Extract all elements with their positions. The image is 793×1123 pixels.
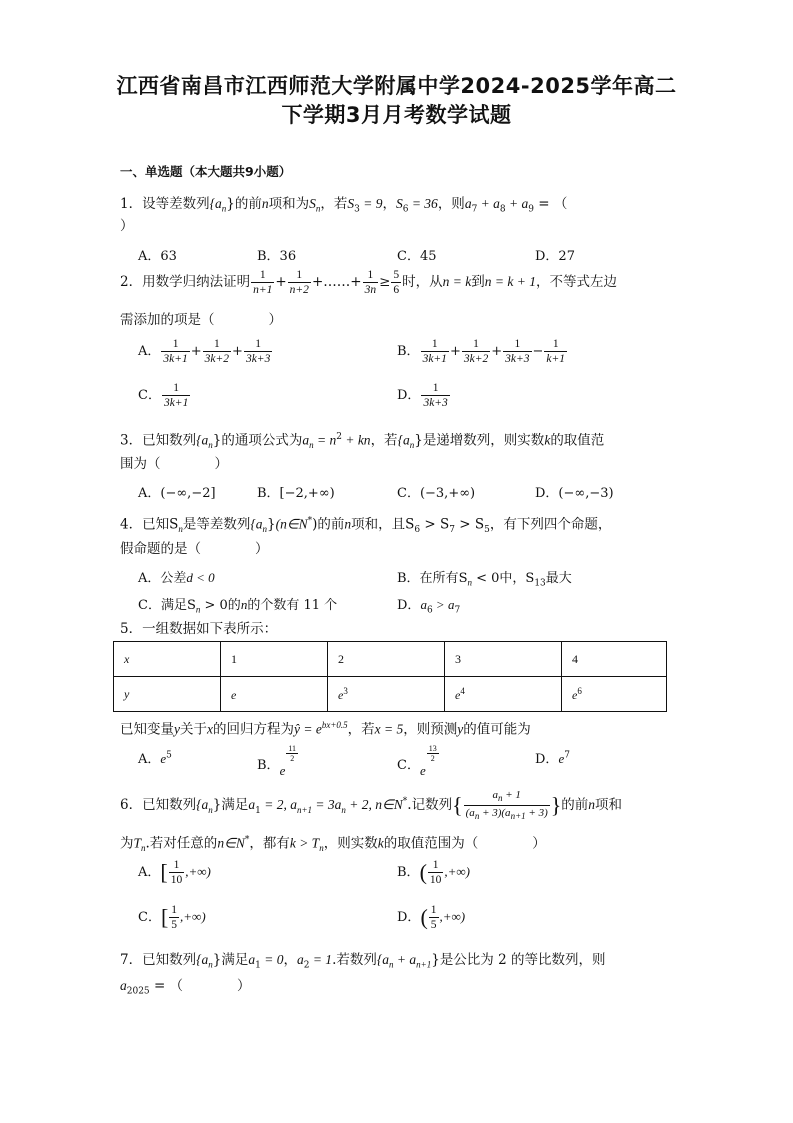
page-title-line2: 下学期3月月考数学试题: [281, 103, 512, 127]
q1-option-b: B．36: [257, 249, 297, 264]
q5-option-d: D．$e^7$: [535, 750, 570, 767]
question-6-line2: 为$T_n$.若对任意的n∈N*，都有$k > T_n$，则实数k的取值范围为（ ）: [120, 835, 546, 854]
question-1-line1: 1．设等差数列$\{a_n\}$的前n项和为$S_n$，若$S_3 = 9$，$S_6 = 36$，则$a_7 + a_8 + a_9$ = （: [120, 196, 568, 215]
data-table: [113, 641, 667, 712]
question-4-line2: 假命题的是（ ）: [120, 541, 269, 557]
table-cell: $e^3$: [328, 677, 445, 712]
section-heading: 一、单选题（本大题共9小题）: [120, 164, 292, 179]
q2-option-c: C． $\frac{1}{3k+1}$: [138, 382, 189, 409]
q5-option-b: B．e $\frac{11}{2}$: [257, 744, 297, 778]
question-4-line1: 4．已知$S_n$是等差数列$\{a_n\}(n\in N^*)$的前n项和，且$S_6 > S_7 > S_5$，有下列四个命题，: [120, 516, 612, 536]
table-cell: y: [114, 677, 221, 712]
question-5-text: 已知变量y关于x的回归方程为ŷ = $e^{bx+0.5}$，若x = 5，则预测y的值可能为: [120, 720, 531, 738]
question-5-intro: 5．一组数据如下表所示：: [120, 621, 278, 637]
table-row: [114, 642, 667, 677]
q2-option-d: D． $\frac{1}{3k+3}$: [397, 382, 448, 409]
question-6-line1: 6．已知数列$\{a_n\}$满足$a_1 = 2$, $a_{n+1} = 3a_n + 2$, n∈N*.记数列{ $\frac{a_n + 1}{(a_n + 3)(a_{n+1} + 3)}$ }的前n项和: [120, 789, 623, 822]
question-3-line2: 围为（ ）: [120, 456, 228, 472]
q3-option-c: C．(−3,+∞): [397, 486, 476, 501]
q4-option-c: C．满足$S_n > 0$的n的个数有 11 个: [138, 597, 338, 615]
table-cell: 2: [328, 642, 445, 677]
q3-option-a: A．(−∞,−2]: [138, 486, 216, 501]
q6-option-a: A．[ $\frac{1}{10}$ ,+∞): [138, 859, 211, 886]
q3-option-d: D．(−∞,−3): [535, 486, 614, 501]
question-7-line2: $a_{2025}$ = （ ）: [120, 978, 251, 997]
question-1-line2: ）: [120, 218, 134, 234]
table-cell: $e^6$: [562, 677, 667, 712]
table-cell: $e^4$: [445, 677, 562, 712]
table-cell: 1: [221, 642, 328, 677]
q4-option-b: B．在所有$S_n < 0$中，$S_{13}$最大: [397, 571, 572, 589]
q1-option-a: A．63: [138, 249, 177, 264]
table-cell: x: [114, 642, 221, 677]
q6-option-d: D．( $\frac{1}{5}$ ,+∞): [397, 904, 466, 931]
table-cell: 4: [562, 642, 667, 677]
q5-option-a: A．$e^5$: [138, 750, 172, 767]
q2-option-a: A． $\frac{1}{3k+1}$ + $\frac{1}{3k+2}$ + $\frac{1}{3k+3}$: [138, 338, 271, 365]
q4-option-a: A．公差d < 0: [138, 570, 215, 586]
page-title-line1: 江西省南昌市江西师范大学附属中学2024-2025学年高二: [116, 74, 677, 98]
question-2-line2: 需添加的项是（ ）: [120, 312, 282, 328]
q4-option-d: D．$a_6 > a_7$: [397, 597, 461, 616]
q1-option-d: D．27: [535, 249, 575, 264]
table-cell: 3: [445, 642, 562, 677]
table-cell: e: [221, 677, 328, 712]
table-row: [114, 677, 667, 712]
question-7-line1: 7．已知数列$\{a_n\}$满足$a_1 = 0$，$a_2 = 1$.若数列$\{a_n + a_{n+1}\}$是公比为 2 的等比数列，则: [120, 952, 606, 971]
question-3-line1: 3．已知数列$\{a_n\}$的通项公式为$a_n = n^2$ + kn，若$\{a_n\}$是递增数列，则实数k的取值范: [120, 432, 605, 451]
question-2-line1: 2．用数学归纳法证明 $\frac{1}{n+1}$ + $\frac{1}{n+2}$ +……+ $\frac{1}{3n}$ ≥ $\frac{5}{6}$ 时，从n = k到n = k + 1，不等式左边: [120, 269, 617, 296]
q2-option-b: B． $\frac{1}{3k+1}$ + $\frac{1}{3k+2}$ + $\frac{1}{3k+3}$ − $\frac{1}{k+1}$: [397, 338, 566, 365]
q3-option-b: B．[−2,+∞): [257, 486, 335, 501]
q1-option-c: C．45: [397, 249, 437, 264]
q6-option-c: C．[ $\frac{1}{5}$ ,+∞): [138, 904, 206, 931]
q5-option-c: C．e $\frac{13}{2}$: [397, 744, 437, 778]
q6-option-b: B．( $\frac{1}{10}$ ,+∞): [397, 859, 471, 886]
